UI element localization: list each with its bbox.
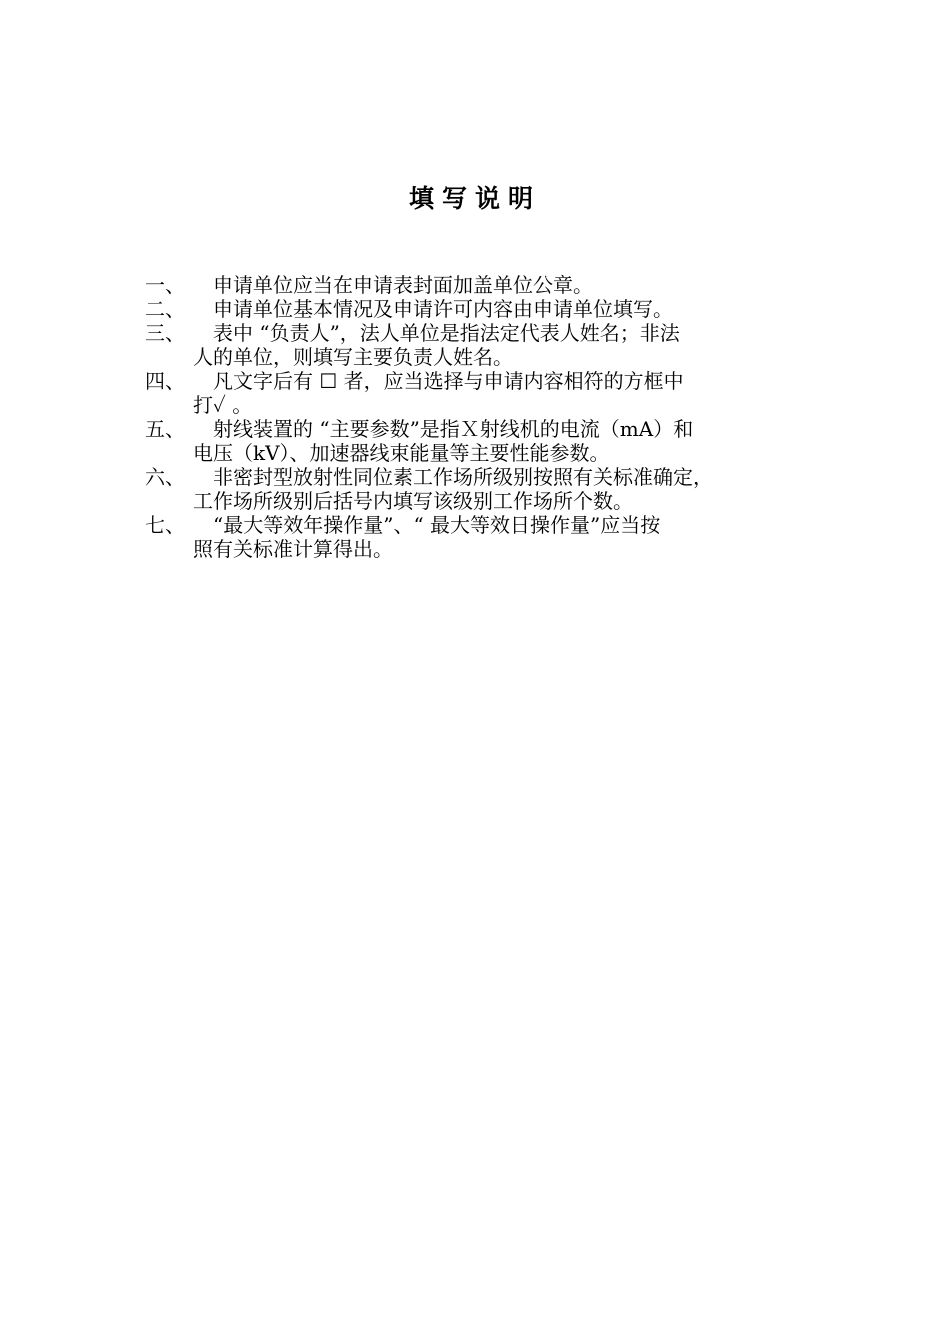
item-number: 二、 (145, 297, 185, 321)
instruction-item-3 (145, 321, 825, 369)
item-text-line: 申请单位应当在申请表封面加盖单位公章。 (213, 273, 593, 297)
instruction-item-5 (145, 417, 825, 465)
item-number: 七、 (145, 513, 185, 537)
item-number: 一、 (145, 273, 185, 297)
item-text-line: 凡文字后有 ☐ 者，应当选择与申请内容相符的方框中 (213, 369, 684, 393)
item-text-line: 电压（kV）、加速器线束能量等主要性能参数。 (193, 441, 610, 465)
page-title: 填写说明 (408, 184, 541, 213)
item-text-line: 射线装置的 “主要参数”是指Ｘ射线机的电流（mA）和 (213, 417, 694, 441)
instruction-list (145, 273, 825, 561)
item-text-line: 照有关标准计算得出。 (193, 537, 393, 561)
item-text-line: “最大等效年操作量”、“ 最大等效日操作量”应当按 (213, 513, 661, 537)
item-number: 六、 (145, 465, 185, 489)
item-text-line: 表中 “负责人”，法人单位是指法定代表人姓名；非法 (213, 321, 680, 345)
instruction-item-2 (145, 297, 825, 321)
item-text-line: 非密封型放射性同位素工作场所级别按照有关标准确定， (213, 465, 713, 489)
instruction-item-7 (145, 513, 825, 561)
item-text-line: 申请单位基本情况及申请许可内容由申请单位填写。 (213, 297, 673, 321)
item-text-line: 打✓ 。 (193, 393, 253, 417)
item-number: 三、 (145, 321, 185, 345)
instruction-item-1 (145, 273, 825, 297)
item-number: 五、 (145, 417, 185, 441)
instruction-item-6 (145, 465, 825, 513)
item-text-line: 人的单位，则填写主要负责人姓名。 (193, 345, 513, 369)
item-number: 四、 (145, 369, 185, 393)
instruction-item-4 (145, 369, 825, 417)
item-text-line: 工作场所级别后括号内填写该级别工作场所个数。 (193, 489, 633, 513)
